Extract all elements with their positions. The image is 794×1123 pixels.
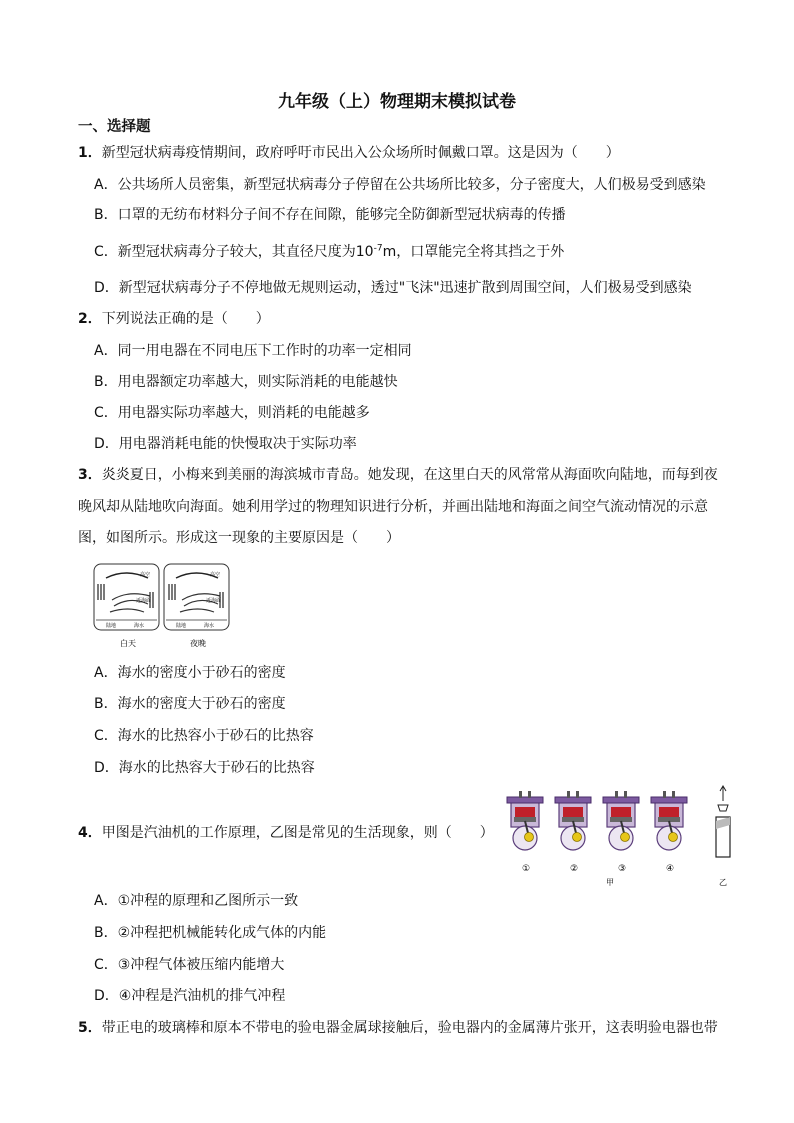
question-4-option-c: C．③冲程气体被压缩内能增大 — [94, 957, 285, 973]
question-4-text: 甲图是汽油机的工作原理，乙图是常见的生活现象，则（ ） — [101, 825, 494, 841]
fig-land-left: 陆地 — [106, 623, 117, 629]
section-heading: 一、选择题 — [78, 119, 151, 135]
stroke-label-3: ③ — [617, 864, 627, 874]
question-3-line-2: 晚风却从陆地吹向海面。她利用学过的物理知识进行分析，并画出陆地和海面之间空气流动情况的示意 — [78, 499, 708, 515]
engine-strokes-figure — [505, 785, 745, 890]
question-3-line-1 — [78, 465, 718, 485]
question-2-option-b: B．用电器额定功率越大，则实际消耗的电能越快 — [94, 374, 398, 390]
fig-high-right: 高空 — [210, 572, 221, 578]
question-2-option-a: A．同一用电器在不同电压下工作时的功率一定相同 — [94, 343, 412, 359]
question-5-number: 5． — [78, 1020, 102, 1036]
question-1-text: 新型冠状病毒疫情期间，政府呼吁市民出入公众场所时佩戴口罩。这是因为（ ） — [101, 145, 620, 161]
fig-sea-right: 海水 — [204, 623, 215, 629]
question-2-option-d: D．用电器消耗电能的快慢取决于实际功率 — [94, 436, 357, 452]
question-3-number: 3． — [78, 467, 102, 483]
question-2-text: 下列说法正确的是（ ） — [101, 311, 270, 327]
figure-jia-label: 甲 — [606, 878, 614, 887]
bottle-figure — [716, 786, 730, 857]
stroke-label-2: ② — [569, 864, 579, 874]
question-4-option-a: A．①冲程的原理和乙图所示一致 — [94, 893, 299, 909]
stroke-label-4: ④ — [665, 864, 675, 874]
question-5-text-1: 带正电的玻璃棒和原本不带电的验电器金属球接触后，验电器内的金属薄片张开，这表明验电器也带 — [101, 1020, 718, 1036]
question-4-option-b: B．②冲程把机械能转化成气体的内能 — [94, 925, 327, 941]
question-3-text-1: 炎炎夏日，小梅来到美丽的海滨城市青岛。她发现，在这里白天的风常常从海面吹向陆地，而每到夜 — [101, 467, 718, 483]
stroke-label-1: ① — [521, 864, 531, 874]
option-c-exponent: -7 — [373, 243, 383, 254]
fig-caption-day: 白天 — [120, 639, 136, 648]
question-3-option-b: B．海水的密度大于砂石的密度 — [94, 696, 286, 712]
question-1-option-c — [94, 242, 564, 262]
fig-sea-air-right: 近海面 — [206, 598, 222, 604]
question-2-option-c: C．用电器实际功率越大，则消耗的电能越多 — [94, 405, 370, 421]
question-5-line-1 — [78, 1018, 718, 1038]
question-4-stem — [78, 823, 494, 843]
option-c-pre: C．新型冠状病毒分子较大，其直径尺度为10 — [94, 244, 374, 260]
question-4-number: 4． — [78, 825, 102, 841]
question-3-option-d: D．海水的比热容大于砂石的比热容 — [94, 760, 315, 776]
question-3-option-c: C．海水的比热容小于砂石的比热容 — [94, 728, 314, 744]
question-3-option-a: A．海水的密度小于砂石的密度 — [94, 665, 286, 681]
stroke-4-cylinder — [651, 791, 687, 850]
stroke-2-cylinder — [555, 791, 591, 850]
question-1-option-a: A．公共场所人员密集，新型冠状病毒分子停留在公共场所比较多，分子密度大，人们极易受到感染 — [94, 177, 706, 193]
question-2-number: 2． — [78, 311, 102, 327]
question-1-option-b: B．口罩的无纺布材料分子间不存在间隙，能够完全防御新型冠状病毒的传播 — [94, 207, 566, 223]
page-title: 九年级（上）物理期末模拟试卷 — [278, 92, 516, 112]
question-2-stem — [78, 309, 270, 329]
sea-breeze-figure — [92, 562, 232, 650]
fig-land-right: 陆地 — [176, 623, 187, 629]
stroke-3-cylinder — [603, 791, 639, 850]
stroke-1-cylinder — [507, 791, 543, 850]
option-c-post: m，口罩能完全将其挡之于外 — [382, 244, 565, 260]
question-1-option-d: D．新型冠状病毒分子不停地做无规则运动，透过"飞沫"迅速扩散到周围空间，人们极易受到感染 — [94, 280, 692, 296]
question-1-stem — [78, 143, 620, 163]
fig-sea-air-left: 近海面 — [136, 598, 152, 604]
question-4-option-d: D．④冲程是汽油机的排气冲程 — [94, 988, 286, 1004]
question-1-number: 1． — [78, 145, 102, 161]
question-3-line-3: 图，如图所示。形成这一现象的主要原因是（ ） — [78, 530, 400, 546]
fig-sea-left: 海水 — [134, 623, 145, 629]
figure-yi-label: 乙 — [719, 878, 727, 887]
fig-caption-night: 夜晚 — [190, 639, 206, 648]
fig-high-left: 高空 — [140, 572, 151, 578]
